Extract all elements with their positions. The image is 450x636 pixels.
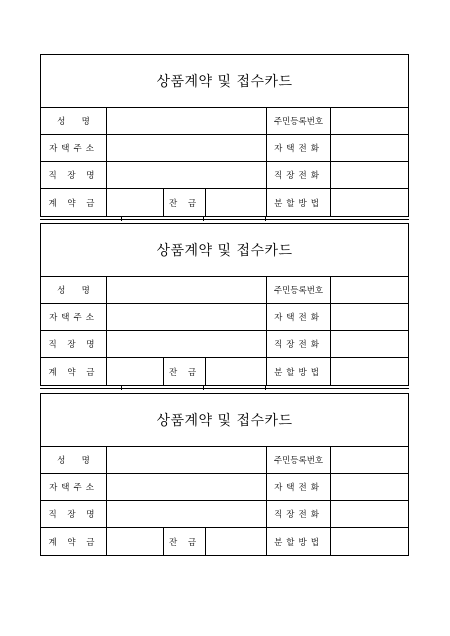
row-name	[41, 108, 408, 135]
contract-card-2	[40, 223, 409, 386]
row-home-address	[41, 474, 408, 501]
cut-tick	[203, 385, 204, 390]
installment-label: 분할방법	[267, 528, 331, 555]
name-label: 성 명	[41, 277, 107, 303]
row-workplace	[41, 162, 408, 189]
row-home-address	[41, 135, 408, 162]
cut-tick	[265, 216, 266, 221]
cut-tick	[121, 216, 122, 221]
cut-tick	[121, 385, 122, 390]
work-phone-label: 직장전화	[267, 501, 331, 527]
name-label: 성 명	[41, 447, 107, 473]
workplace-field[interactable]	[107, 501, 267, 527]
resident-no-field[interactable]	[331, 277, 408, 303]
contract-amount-label: 계 약 금	[41, 358, 107, 385]
balance-label: 잔 금	[164, 189, 206, 216]
work-phone-field[interactable]	[331, 331, 408, 357]
workplace-field[interactable]	[107, 162, 267, 188]
name-field[interactable]	[107, 447, 267, 473]
contract-card-1	[40, 54, 409, 217]
contract-amount-label: 계 약 금	[41, 528, 107, 555]
row-name	[41, 447, 408, 474]
installment-label: 분할방법	[267, 189, 331, 216]
home-phone-label: 자택전화	[267, 135, 331, 161]
home-address-label: 자택주소	[41, 135, 107, 161]
home-phone-field[interactable]	[331, 135, 408, 161]
balance-field[interactable]	[206, 189, 267, 216]
installment-field[interactable]	[331, 358, 408, 385]
home-address-field[interactable]	[107, 304, 267, 330]
home-phone-label: 자택전화	[267, 474, 331, 500]
home-address-label: 자택주소	[41, 304, 107, 330]
balance-label: 잔 금	[164, 358, 206, 385]
work-phone-label: 직장전화	[267, 331, 331, 357]
balance-field[interactable]	[206, 358, 267, 385]
home-phone-field[interactable]	[331, 304, 408, 330]
home-phone-label: 자택전화	[267, 304, 331, 330]
home-address-field[interactable]	[107, 474, 267, 500]
card-title: 상품계약 및 접수카드	[41, 394, 408, 447]
work-phone-field[interactable]	[331, 162, 408, 188]
balance-field[interactable]	[206, 528, 267, 555]
name-field[interactable]	[107, 277, 267, 303]
contract-amount-field[interactable]	[107, 528, 164, 555]
name-field[interactable]	[107, 108, 267, 134]
row-payment	[41, 189, 408, 216]
work-phone-field[interactable]	[331, 501, 408, 527]
balance-label: 잔 금	[164, 528, 206, 555]
installment-field[interactable]	[331, 528, 408, 555]
resident-no-field[interactable]	[331, 108, 408, 134]
contract-amount-field[interactable]	[107, 358, 164, 385]
resident-no-label: 주민등록번호	[267, 108, 331, 134]
workplace-label: 직 장 명	[41, 331, 107, 357]
home-address-field[interactable]	[107, 135, 267, 161]
contract-card-3	[40, 393, 409, 556]
name-label: 성 명	[41, 108, 107, 134]
workplace-field[interactable]	[107, 331, 267, 357]
row-payment	[41, 528, 408, 555]
row-name	[41, 277, 408, 304]
contract-amount-label: 계 약 금	[41, 189, 107, 216]
resident-no-label: 주민등록번호	[267, 277, 331, 303]
home-address-label: 자택주소	[41, 474, 107, 500]
cut-line	[40, 388, 409, 389]
resident-no-field[interactable]	[331, 447, 408, 473]
cut-line	[40, 219, 409, 220]
cut-tick	[265, 385, 266, 390]
work-phone-label: 직장전화	[267, 162, 331, 188]
installment-label: 분할방법	[267, 358, 331, 385]
workplace-label: 직 장 명	[41, 162, 107, 188]
installment-field[interactable]	[331, 189, 408, 216]
home-phone-field[interactable]	[331, 474, 408, 500]
row-payment	[41, 358, 408, 385]
cut-tick	[203, 216, 204, 221]
row-home-address	[41, 304, 408, 331]
card-title: 상품계약 및 접수카드	[41, 224, 408, 277]
row-workplace	[41, 501, 408, 528]
contract-amount-field[interactable]	[107, 189, 164, 216]
resident-no-label: 주민등록번호	[267, 447, 331, 473]
workplace-label: 직 장 명	[41, 501, 107, 527]
card-title: 상품계약 및 접수카드	[41, 55, 408, 108]
row-workplace	[41, 331, 408, 358]
